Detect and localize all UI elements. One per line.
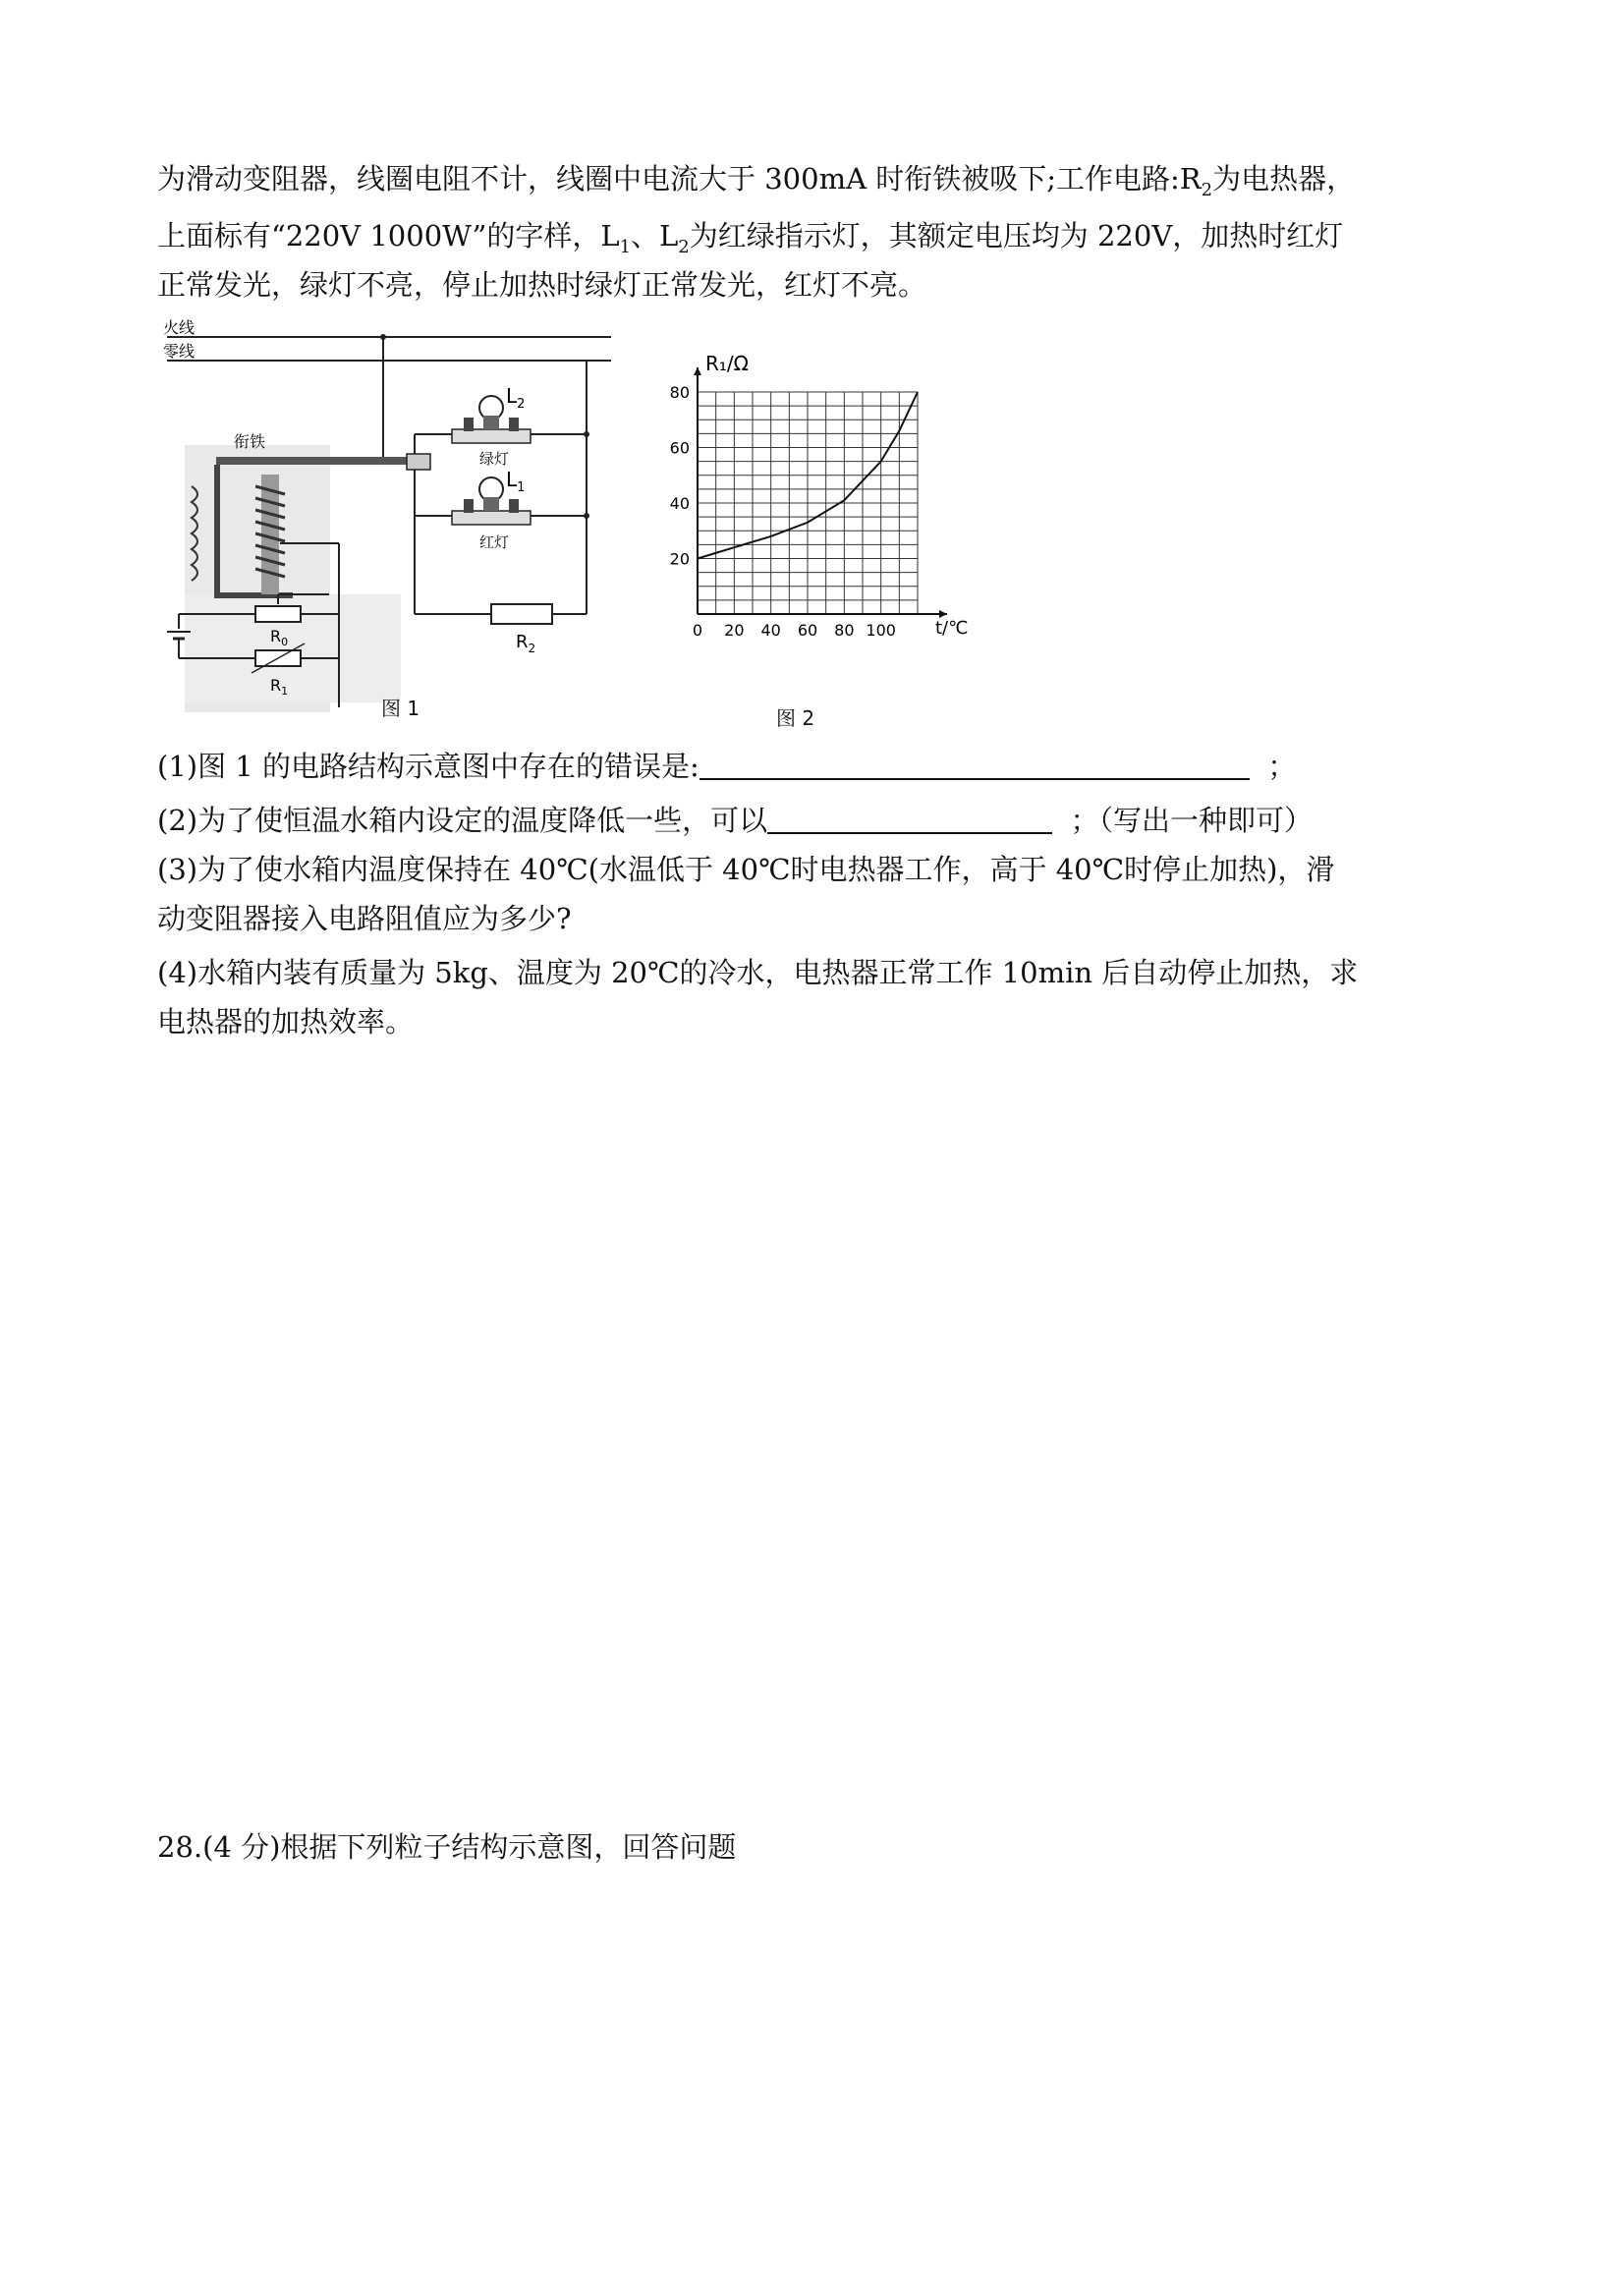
armature: [216, 457, 413, 465]
x-tick-label: 60: [797, 621, 818, 640]
live-wire-label: 火线: [163, 319, 196, 337]
x-tick-label: 40: [760, 621, 781, 640]
intro-line-3: 正常发光，绿灯不亮，停止加热时绿灯正常发光，红灯不亮。: [157, 268, 927, 302]
x-tick-label: 0: [692, 621, 703, 640]
green-lamp-label: 绿灯: [479, 450, 510, 468]
x-axis-label: t/℃: [935, 618, 969, 639]
L2-label: $L_2$: [506, 384, 526, 412]
x-axis-arrow: [939, 610, 947, 618]
intro-line-1: 为滑动变阻器，线圈电阻不计，线圈中电流大于 300mA 时衔铁被吸下;工作电路$:R_2$为电热器，: [157, 162, 1356, 200]
y-axis-label: R₁/Ω: [705, 352, 749, 375]
answer-blank-2[interactable]: [767, 803, 1052, 834]
R0-label: $R_0$: [270, 627, 289, 648]
question-4-line-2: 电热器的加热效率。: [157, 1005, 415, 1038]
question-4-line-1: (4)水箱内装有质量为 5kg、温度为 20℃的冷水，电热器正常工作 10min 后自动停止加热，求: [157, 956, 1359, 989]
y-tick-label: 60: [669, 438, 690, 458]
question-3-line-2: 动变阻器接入电路阻值应为多少?: [157, 902, 572, 935]
figure2-caption: 图 2: [776, 706, 815, 730]
figure1-caption: 图 1: [381, 697, 420, 720]
r1-temperature-chart: [648, 349, 982, 673]
armature-label: 衔铁: [234, 432, 266, 451]
relay-contact: [407, 454, 430, 470]
x-tick-label: 100: [866, 621, 896, 640]
question-3-line-1: (3)为了使水箱内温度保持在 40℃(水温低于 40℃时电热器工作，高于 40℃时停止加热)，滑: [157, 853, 1335, 886]
R1-label: $R_1$: [270, 676, 289, 698]
heater-R2: [491, 604, 552, 624]
x-tick-label: 80: [834, 621, 855, 640]
question-2: (2)为了使恒温水箱内设定的温度降低一些，可以 ；（写出一种即可）: [157, 804, 1314, 837]
y-tick-label: 20: [669, 549, 690, 569]
y-tick-label: 80: [669, 383, 690, 402]
circuit-diagram: [157, 319, 619, 712]
R2-label: $R_2$: [516, 632, 536, 655]
question-28: 28.(4 分)根据下列粒子结构示意图，回答问题: [157, 1830, 737, 1864]
y-axis-arrow: [694, 367, 701, 375]
y-tick-label: 40: [669, 494, 690, 513]
x-tick-label: 20: [724, 621, 745, 640]
rheostat-R0: [255, 606, 301, 622]
answer-blank-1[interactable]: [700, 749, 1250, 780]
intro-line-2: 上面标有“220V 1000W”的字样，$L_1$、$L_2$为红绿指示灯，其额定电压均为 220V，加热时红灯: [157, 219, 1344, 257]
neutral-wire-label: 零线: [163, 342, 196, 361]
L1-label: $L_1$: [506, 468, 526, 495]
question-1: (1)图 1 的电路结构示意图中存在的错误是: ；: [157, 750, 1297, 783]
red-lamp-label: 红灯: [479, 533, 510, 551]
